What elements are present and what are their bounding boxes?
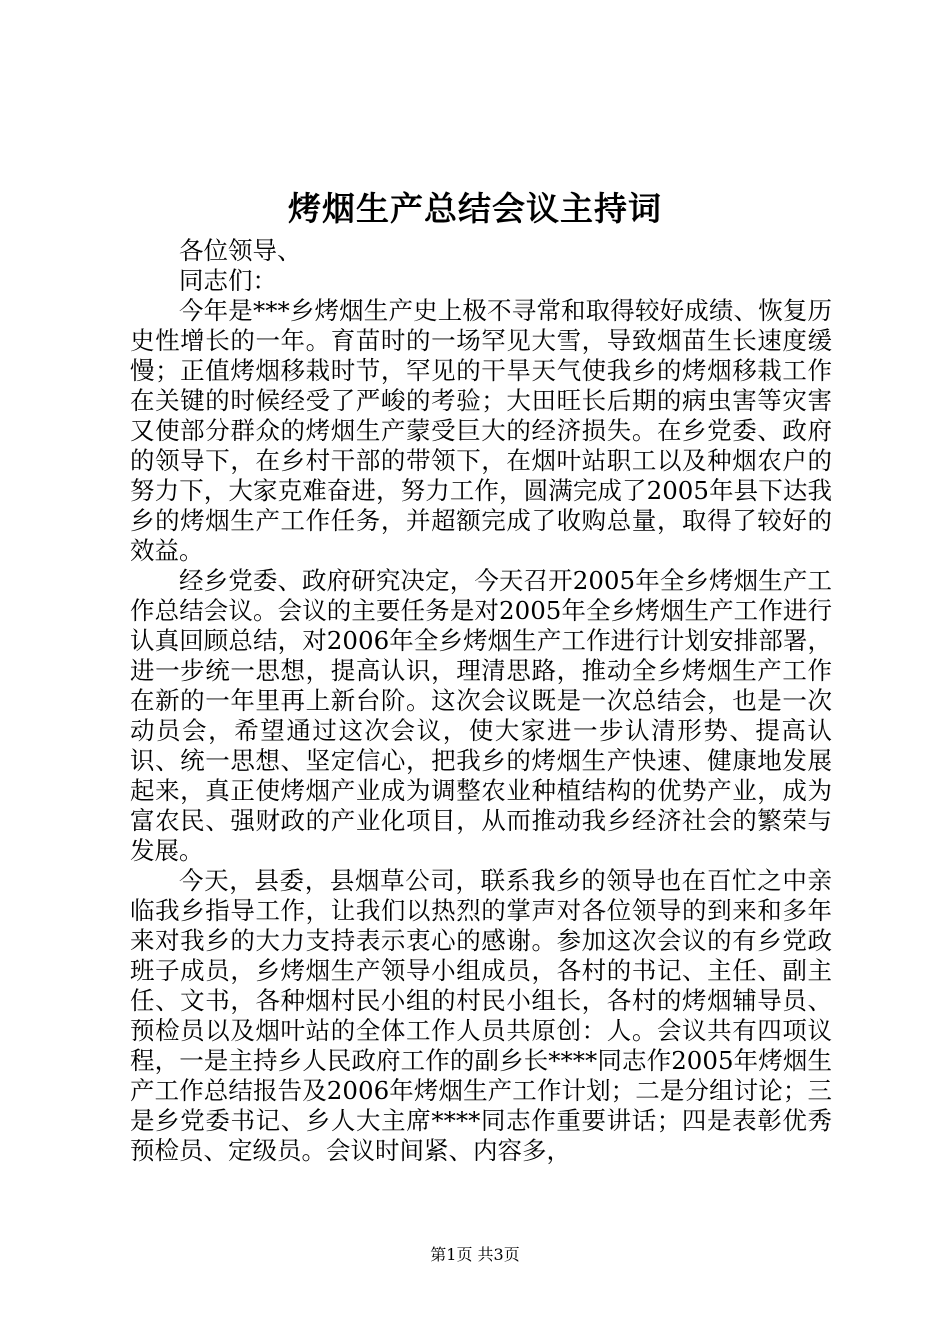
paragraph-2: 经乡党委、政府研究决定，今天召开2005年全乡烤烟生产工作总结会议。会议的主要任务是对2005年全乡烤烟生产工作进行认真回顾总结，对2006年全乡烤烟生产工作进行计划安排部署，进一步统一思想，提高认识，理清思路，推动全乡烤烟生产工作在新的一年里再上新台阶。这次会议既是一次总结会，也是一次动员会，希望通过这次会议，使大家进一步认清形势、提高认识、统一思想、坚定信心，把我乡的烤烟生产快速、健康地发展起来，真正使烤烟产业成为调整农业种植结构的优势产业，成为富农民、强财政的产业化项目，从而推动我乡经济社会的繁荣与发展。 xyxy=(130,566,832,865)
paragraph-3: 今天，县委，县烟草公司，联系我乡的领导也在百忙之中亲临我乡指导工作，让我们以热烈的掌声对各位领导的到来和多年来对我乡的大力支持表示衷心的感谢。参加这次会议的有乡党政班子成员，乡烤烟生产领导小组成员，各村的书记、主任、副主任、文书，各种烟村民小组的村民小组长，各村的烤烟辅导员、预检员以及烟叶站的全体工作人员共原创：人。会议共有四项议程，一是主持乡人民政府工作的副乡长****同志作2005年烤烟生产工作总结报告及2006年烤烟生产工作计划；二是分组讨论；三是乡党委书记、乡人大主席****同志作重要讲话；四是表彰优秀预检员、定级员。会议时间紧、内容多， xyxy=(130,866,832,1165)
salutation-comrades: 同志们： xyxy=(179,266,277,295)
page-number-footer: 第1页 共3页 xyxy=(430,1245,520,1264)
document-body xyxy=(130,236,832,1166)
salutation-leaders: 各位领导、 xyxy=(179,236,302,265)
paragraph-1: 今年是***乡烤烟生产史上极不寻常和取得较好成绩、恢复历史性增长的一年。育苗时的一场罕见大雪，导致烟苗生长速度缓慢；正值烤烟移栽时节，罕见的干旱天气使我乡的烤烟移栽工作在关键的时候经受了严峻的考验；大田旺长后期的病虫害等灾害又使部分群众的烤烟生产蒙受巨大的经济损失。在乡党委、政府的领导下，在乡村干部的带领下，在烟叶站职工以及种烟农户的努力下，大家克难奋进，努力工作，圆满完成了2005年县下达我乡的烤烟生产工作任务，并超额完成了收购总量，取得了较好的效益。 xyxy=(130,296,832,565)
document-title: 烤烟生产总结会议主持词 xyxy=(288,189,662,228)
